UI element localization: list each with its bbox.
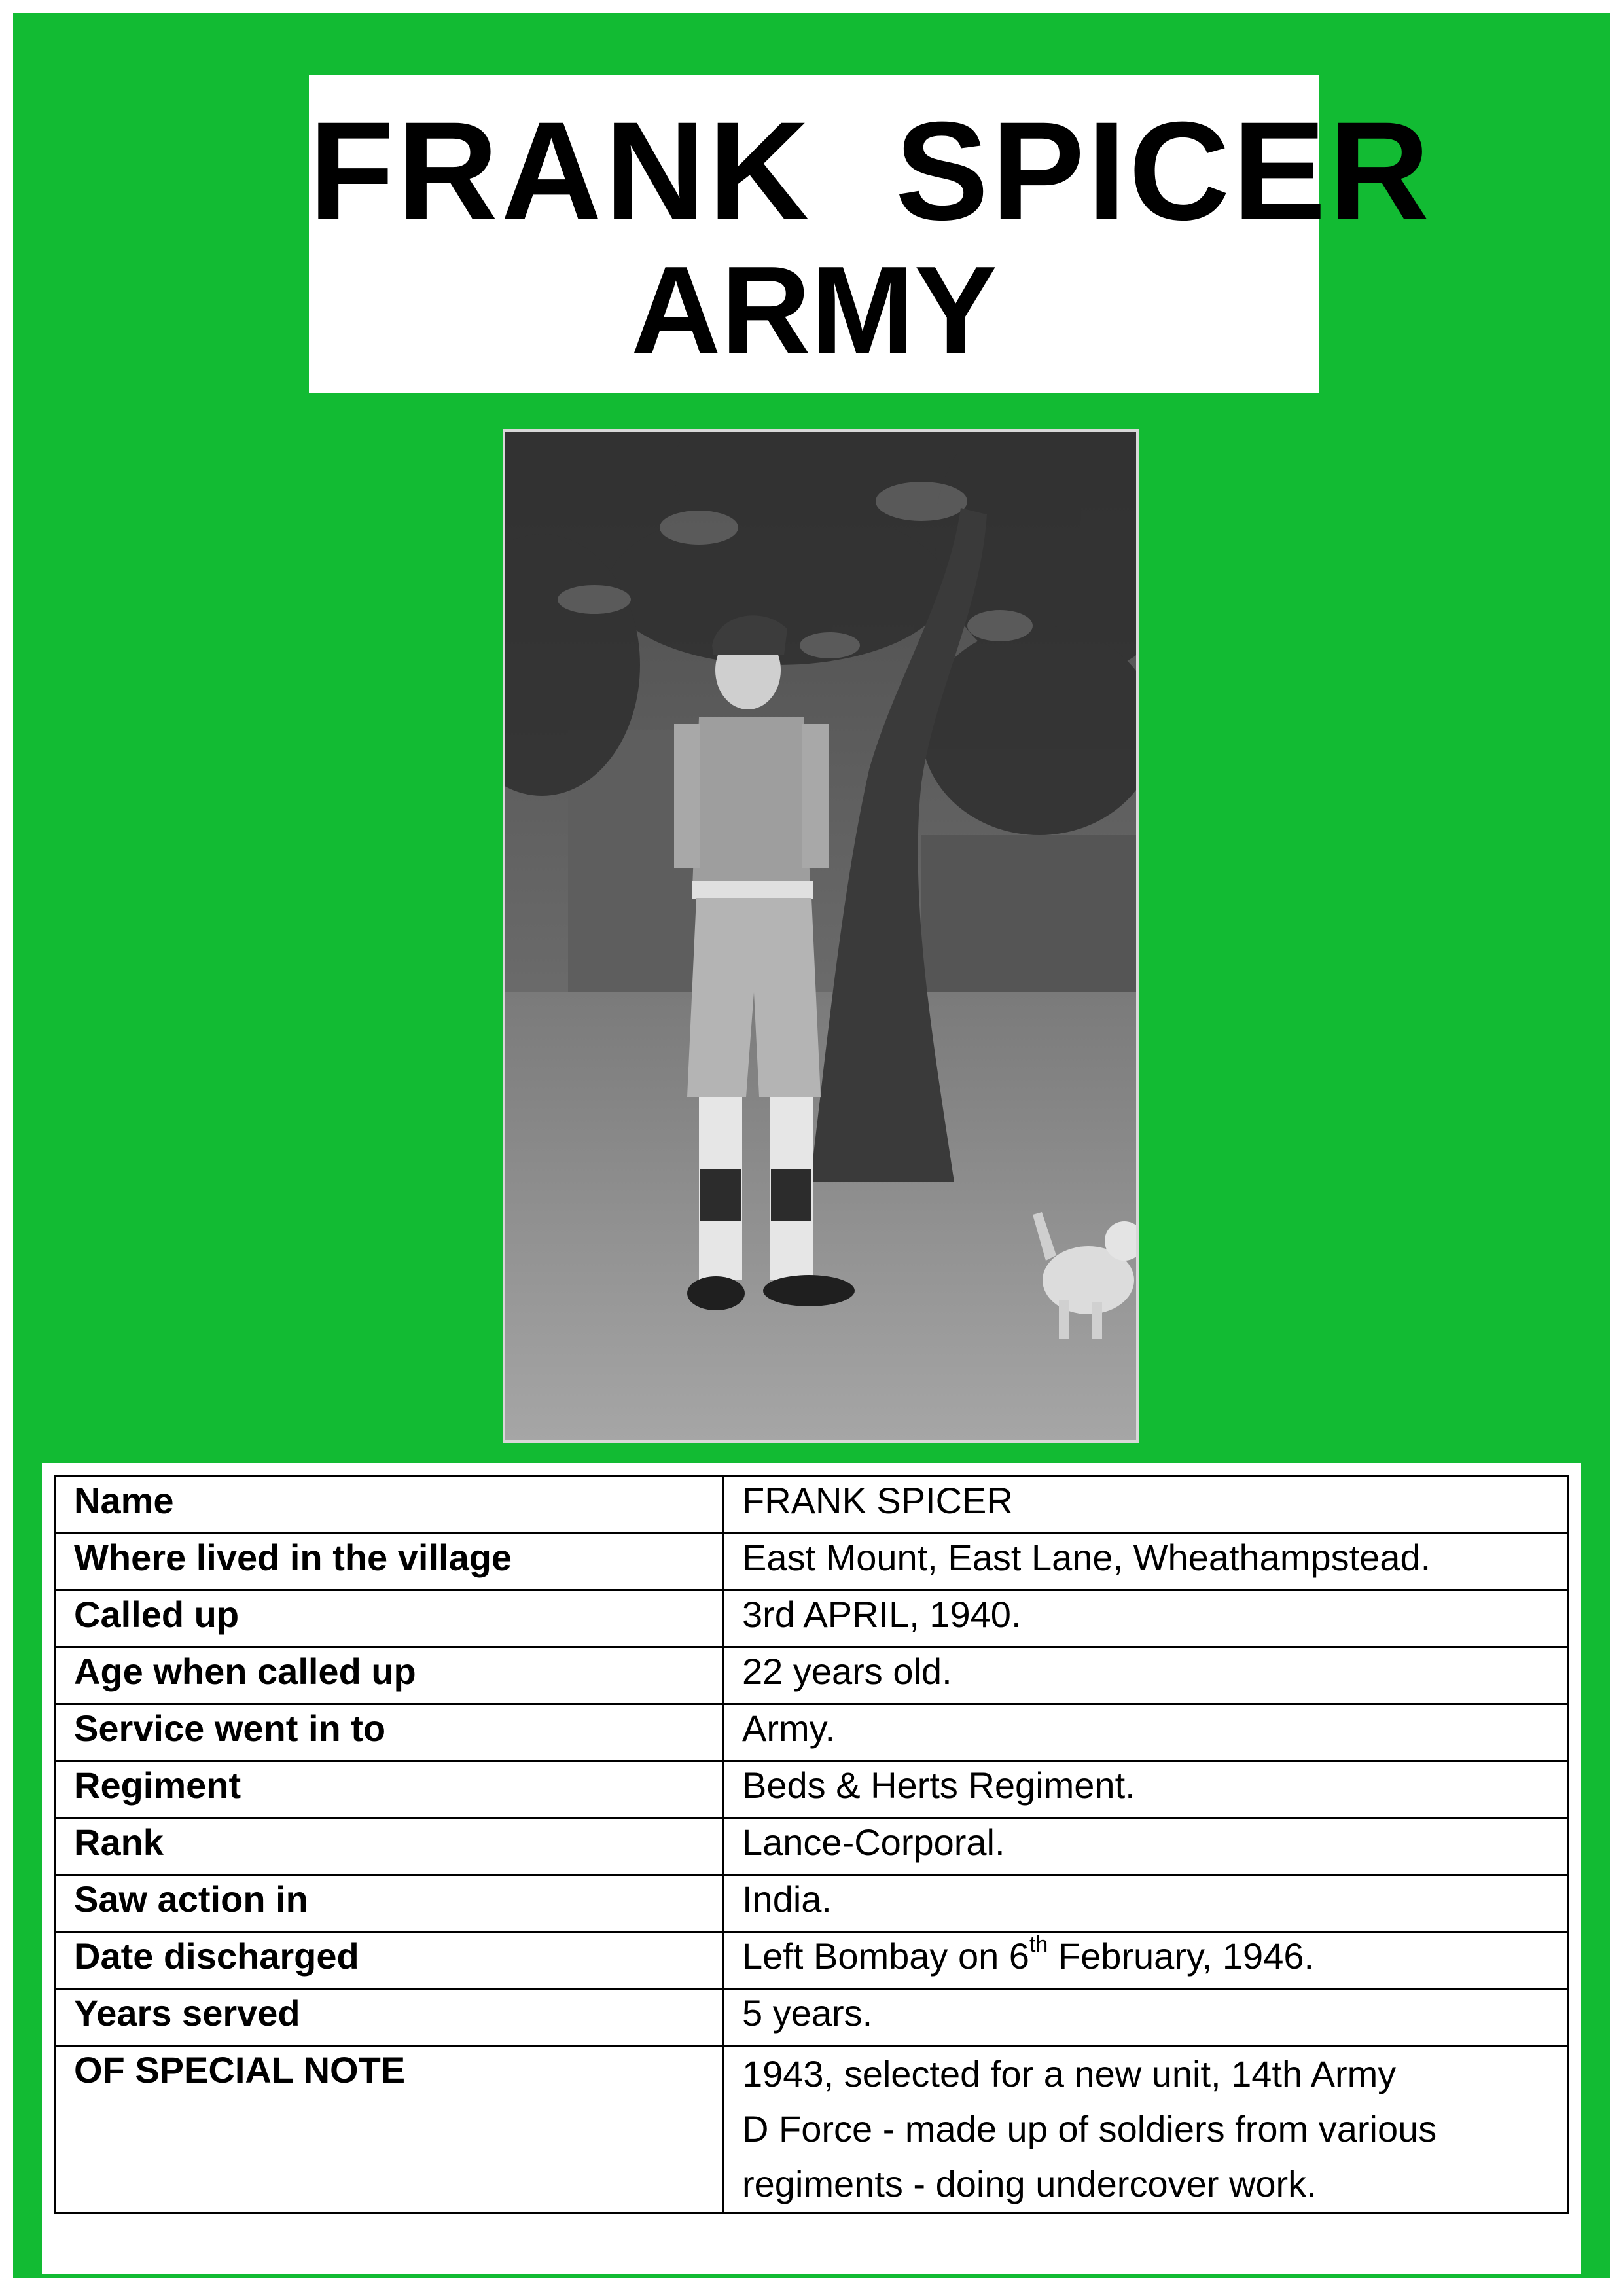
- special-note-value: [723, 2046, 1569, 2213]
- table-row: [55, 1590, 1569, 1647]
- service-title: ARMY: [631, 241, 997, 380]
- table-row: [55, 1704, 1569, 1761]
- row-value: India.: [723, 1875, 1569, 1932]
- row-label: OF SPECIAL NOTE: [55, 2046, 723, 2213]
- row-label: Called up: [55, 1590, 723, 1647]
- row-value: Beds & Herts Regiment.: [723, 1761, 1569, 1818]
- row-label: Saw action in: [55, 1875, 723, 1932]
- table-row: [55, 2046, 1569, 2213]
- soldier-name-title: FRANK SPICER: [309, 93, 1433, 249]
- discharge-text-end: February, 1946.: [1048, 1935, 1315, 1977]
- row-value: [723, 1932, 1569, 1989]
- row-value: Lance-Corporal.: [723, 1818, 1569, 1875]
- poster-background: [13, 13, 1610, 2278]
- soldier-photo: [503, 429, 1139, 1443]
- table-row: [55, 1477, 1569, 1534]
- row-value: Army.: [723, 1704, 1569, 1761]
- row-label: Age when called up: [55, 1647, 723, 1704]
- row-value: FRANK SPICER: [723, 1477, 1569, 1534]
- service-record-panel: [42, 1463, 1581, 2274]
- note-line: regiments - doing undercover work.: [742, 2163, 1317, 2204]
- row-label: Service went in to: [55, 1704, 723, 1761]
- service-record-table: [54, 1475, 1569, 2214]
- title-panel: [309, 75, 1433, 393]
- row-label: Name: [55, 1477, 723, 1534]
- row-value: 5 years.: [723, 1989, 1569, 2046]
- table-row: [55, 1818, 1569, 1875]
- table-row: [55, 1534, 1569, 1590]
- ordinal-suffix: th: [1029, 1932, 1048, 1957]
- table-row: [55, 1647, 1569, 1704]
- discharge-text-start: Left Bombay on 6: [742, 1935, 1029, 1977]
- table-row: [55, 1932, 1569, 1989]
- table-row: [55, 1875, 1569, 1932]
- row-label: Where lived in the village: [55, 1534, 723, 1590]
- row-label: Rank: [55, 1818, 723, 1875]
- table-row: [55, 1989, 1569, 2046]
- row-value: 3rd APRIL, 1940.: [723, 1590, 1569, 1647]
- note-line: D Force - made up of soldiers from various: [742, 2108, 1437, 2149]
- table-row: [55, 1761, 1569, 1818]
- row-label: Date discharged: [55, 1932, 723, 1989]
- row-value: East Mount, East Lane, Wheathampstead.: [723, 1534, 1569, 1590]
- row-label: Regiment: [55, 1761, 723, 1818]
- row-value: 22 years old.: [723, 1647, 1569, 1704]
- row-label: Years served: [55, 1989, 723, 2046]
- note-line: 1943, selected for a new unit, 14th Army: [742, 2053, 1397, 2094]
- photo-shed: [921, 835, 1139, 1018]
